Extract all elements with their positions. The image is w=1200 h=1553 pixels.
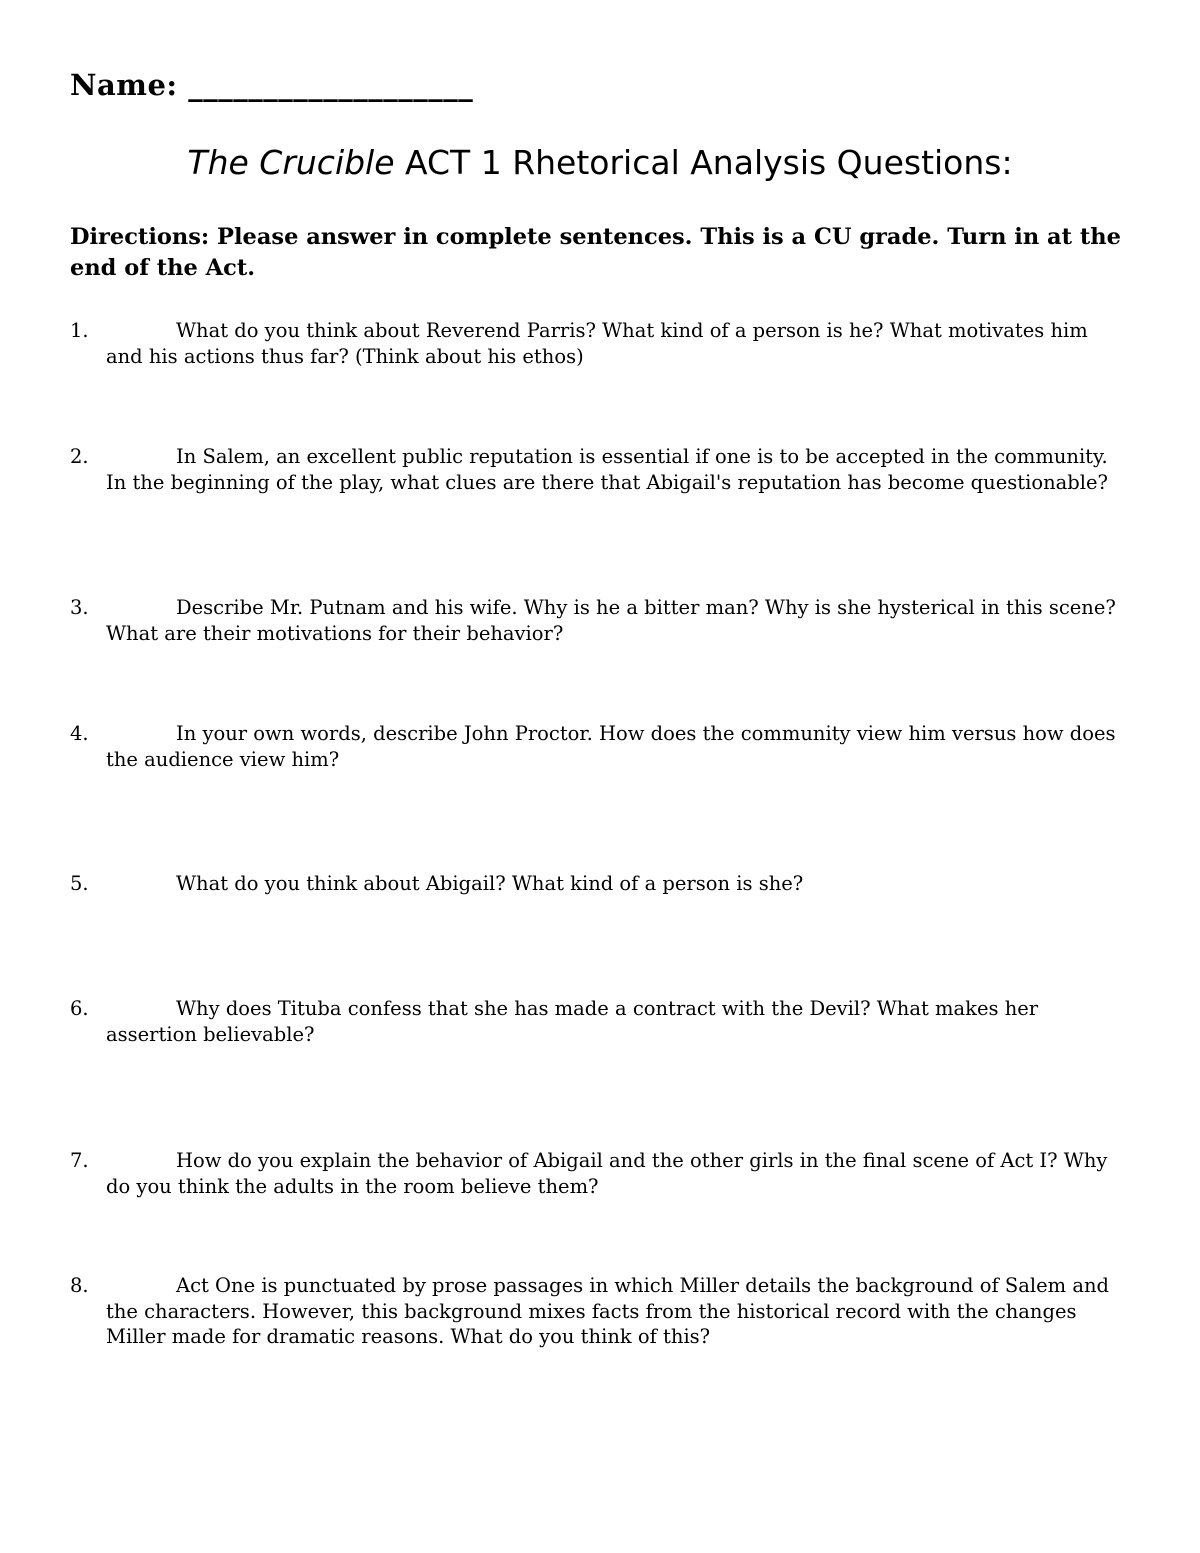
question-text: In Salem, an excellent public reputation is essential if one is to be accepted in the community. In the beginning of the play, what clues are there that Abigail's reputation has become questionable? — [106, 445, 1108, 494]
question-number: 6. — [70, 997, 89, 1020]
question-number: 2. — [70, 445, 89, 468]
question-text: What do you think about Reverend Parris? What kind of a person is he? What motivates him and his actions thus far? (Think about his ethos) — [106, 319, 1088, 368]
question-text: In your own words, describe John Proctor. How does the community view him versus how does the audience view him? — [106, 722, 1116, 771]
question-2 — [70, 444, 1130, 495]
question-text: Act One is punctuated by prose passages in which Miller details the background of Salem and the characters. However, this background mixes facts from the historical record with the changes Miller made for dramatic reasons. What do you think of this? — [106, 1274, 1109, 1348]
question-number: 5. — [70, 872, 89, 895]
question-text: Describe Mr. Putnam and his wife. Why is he a bitter man? Why is she hysterical in this scene? What are their motivations for their behavior? — [106, 596, 1116, 645]
question-1 — [70, 318, 1130, 369]
question-5 — [70, 871, 1130, 897]
question-4 — [70, 721, 1130, 772]
question-number: 7. — [70, 1149, 89, 1172]
question-number: 1. — [70, 319, 89, 342]
page-title — [0, 143, 1200, 182]
question-text: How do you explain the behavior of Abigail and the other girls in the final scene of Act I? Why do you think the adults in the room believe them? — [106, 1149, 1108, 1198]
question-6 — [70, 996, 1130, 1047]
question-number: 8. — [70, 1274, 89, 1297]
name-field-label: Name: ___________________ — [70, 68, 474, 102]
question-8 — [70, 1273, 1130, 1350]
question-3 — [70, 595, 1130, 646]
question-number: 3. — [70, 596, 89, 619]
question-text: Why does Tituba confess that she has made a contract with the Devil? What makes her assertion believable? — [106, 997, 1039, 1046]
question-number: 4. — [70, 722, 89, 745]
question-text: What do you think about Abigail? What kind of a person is she? — [176, 872, 804, 895]
title-rest: ACT 1 Rhetorical Analysis Questions: — [394, 143, 1013, 182]
question-7 — [70, 1148, 1130, 1199]
title-play-name: The Crucible — [187, 143, 395, 182]
directions: Directions: Please answer in complete sentences. This is a CU grade. Turn in at the end of the Act. — [70, 224, 1121, 281]
